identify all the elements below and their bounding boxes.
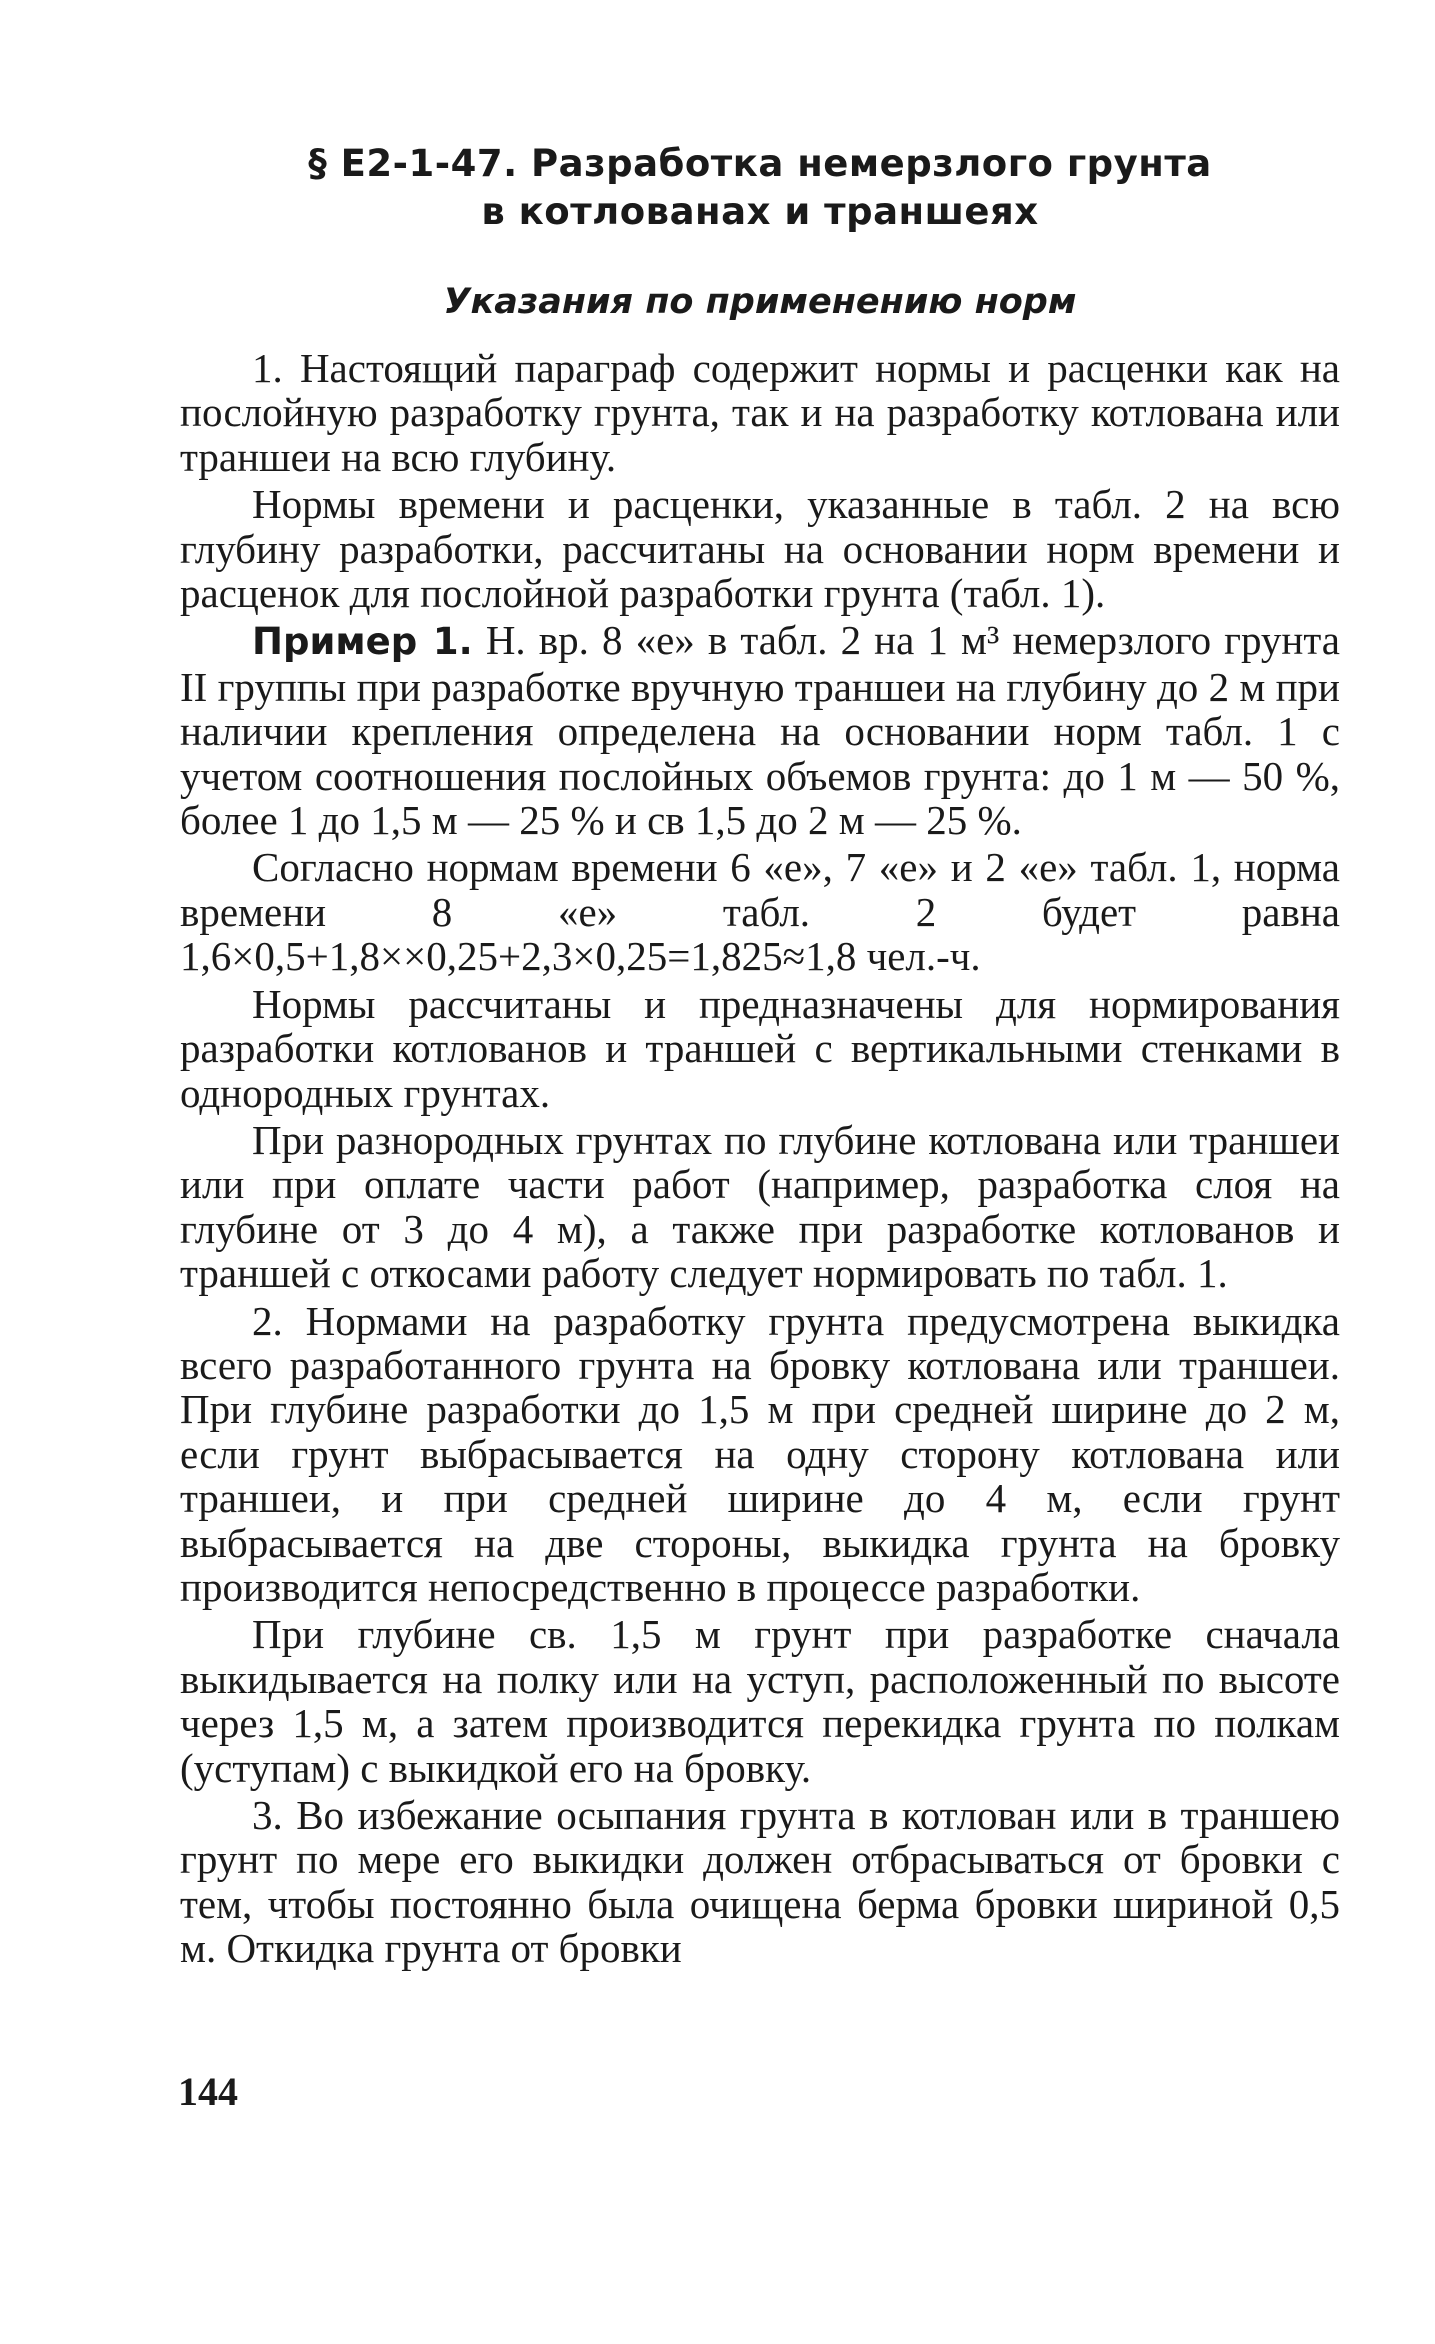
paragraph-text: При глубине св. 1,5 м грунт при разработке сначала выкидывается на полку или на уступ, расположенный по высоте через 1,5 м, а затем производится перекидка грунта по полкам (уступам) с выкидкой его на бровку. [180,1611,1340,1791]
paragraph-4 [180,845,1340,978]
page-number: 144 [178,2069,238,2114]
section-title-line-2: в котлованах и траншеях [481,190,1039,233]
example-lead: Пример 1. [252,620,473,664]
paragraph-text: Нормы времени и расценки, указанные в табл. 2 на всю глубину разработки, рассчитаны на основании норм времени и расценок для послойной разработки грунта (табл. 1). [180,481,1340,617]
paragraph-text: 1. Настоящий параграф содержит нормы и расценки как на послойную разработку грунта, так и на разработку котлована или траншеи на всю глубину. [180,345,1340,480]
section-subtitle: Указания по применению норм [443,282,1077,322]
paragraph-text: При разнородных грунтах по глубине котлована или траншеи или при оплате части работ (например, разработка слоя на глубине от 3 до 4 м), а также при разработке котлованов и траншей с откосами работу следует нормировать по табл. 1. [180,1116,1340,1297]
paragraph-text: 3. Во избежание осыпания грунта в котлован или в траншею грунт по мере его выкидки должен отбрасываться от бровки с тем, чтобы постоянно была очищена берма бровки шириной 0,5 м. Откидка грунта от бровки [180,1792,1340,1972]
paragraph-7 [180,1299,1340,1610]
section-title [180,140,1340,236]
paragraph-text: Нормы рассчитаны и предназначены для нормирования разработки котлованов и траншей с вертикальными стенками в однородных грунтах. [180,980,1340,1116]
paragraph-6 [180,1118,1340,1296]
paragraph-example [180,618,1340,842]
section-title-line-1: § Е2-1-47. Разработка немерзлого грунта [308,142,1212,185]
paragraph-text: Согласно нормам времени 6 «е», 7 «е» и 2 «е» табл. 1, норма времени 8 «е» табл. 2 будет равна 1,6×0,5+1,8××0,25+2,3×0,25=1,825≈1,8 чел.-ч. [180,844,1340,980]
paragraph-1 [180,346,1340,479]
paragraph-9 [180,1793,1340,1971]
paragraph-text: Н. вр. 8 «е» в табл. 2 на 1 м³ немерзлого грунта II группы при разработке вручную траншеи на глубину до 2 м при наличии крепления определена на основании норм табл. 1 с учетом соотношения послойных объемов грунта: до 1 м — 50 %, более 1 до 1,5 м — 25 % и св 1,5 до 2 м — 25 %. [180,617,1340,844]
paragraph-5 [180,982,1340,1115]
paragraph-2 [180,482,1340,615]
paragraph-text: 2. Нормами на разработку грунта предусмотрена выкидка всего разработанного грунта на бровку котлована или траншеи. При глубине разработки до 1,5 м при средней ширине до 2 м, если грунт выбрасывается на одну сторону котлована или траншеи, и при средней ширине до 4 м, если грунт выбрасывается на две стороны, выкидка грунта на бровку производится непосредственно в процессе разработки. [180,1297,1340,1610]
paragraph-8 [180,1612,1340,1790]
page-content [180,140,1340,1974]
